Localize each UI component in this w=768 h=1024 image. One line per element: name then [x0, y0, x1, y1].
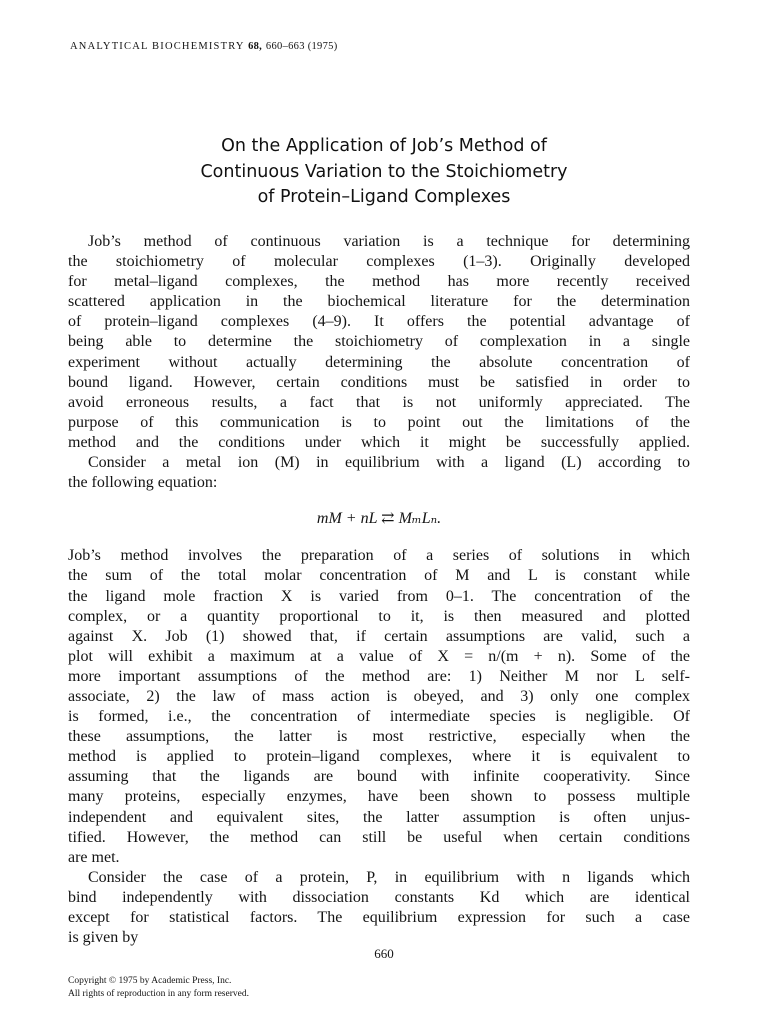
- text-line: the following equation:: [68, 474, 218, 492]
- text-line: tified. However, the method can still be useful when certain conditions: [68, 828, 690, 846]
- text-line: the ligand mole fraction X is varied from 0–1. The concentration of the: [68, 587, 690, 605]
- text-line: Consider a metal ion (M) in equilibrium with a ligand (L) according to: [88, 454, 690, 472]
- volume-number: 68,: [248, 41, 263, 52]
- text-line: is formed, i.e., the concentration of intermediate species is negligible. Of: [68, 708, 690, 726]
- text-line: of protein–ligand complexes (4–9). It offers the potential advantage of: [68, 313, 690, 331]
- text-line: associate, 2) the law of mass action is obeyed, and 3) only one complex: [68, 687, 690, 705]
- page-number: 660: [374, 946, 394, 961]
- title-line: On the Application of Job’s Method of: [221, 136, 547, 156]
- text-line: method and the conditions under which it might be successfully applied.: [68, 433, 690, 451]
- text-line: complex, or a quantity proportional to it, is then measured and plotted: [68, 607, 690, 625]
- text-line: assuming that the ligands are bound with infinite cooperativity. Since: [68, 768, 690, 786]
- text-line: more important assumptions of the method are: 1) Neither M nor L self-: [68, 667, 690, 685]
- text-line: are met.: [68, 848, 120, 866]
- text-line: is given by: [68, 929, 139, 947]
- text-line: plot will exhibit a maximum at a value of X = n/(m + n). Some of the: [68, 647, 690, 665]
- paragraph-intro: [68, 232, 690, 453]
- text-line: scattered application in the biochemical literature for the determination: [68, 293, 690, 311]
- text-line: Job’s method involves the preparation of a series of solutions in which: [68, 547, 690, 565]
- text-line: the stoichiometry of molecular complexes (1–3). Originally developed: [68, 253, 690, 271]
- equation: mM + nL ⇄ MₘLₙ.: [316, 510, 442, 528]
- text-line: being able to determine the stoichiometry of complexation in a single: [68, 333, 690, 351]
- paragraph-protein: [68, 868, 690, 948]
- text-line: independent and equivalent sites, the latter assumption is often unjus-: [68, 808, 690, 826]
- text-line: experiment without actually determining the absolute concentration of: [68, 353, 690, 371]
- text-line: bound ligand. However, certain conditions must be satisfied in order to: [68, 373, 690, 391]
- text-line: avoid erroneous results, a fact that is not uniformly appreciated. The: [68, 393, 690, 411]
- text-line: many proteins, especially enzymes, have been shown to possess multiple: [68, 788, 690, 806]
- text-line: the sum of the total molar concentration of M and L is constant while: [68, 567, 690, 585]
- journal-name: ANALYTICAL BIOCHEMISTRY: [70, 41, 245, 52]
- text-line: Job’s method of continuous variation is a technique for determining: [88, 233, 690, 250]
- text-line: these assumptions, the latter is most restrictive, especially when the: [68, 728, 690, 746]
- page-range: 660–663 (1975): [265, 41, 338, 52]
- text-line: except for statistical factors. The equilibrium expression for such a case: [68, 909, 690, 926]
- rights-line: All rights of reproduction in any form reserved.: [68, 989, 249, 999]
- title-line: Continuous Variation to the Stoichiometry: [200, 161, 568, 182]
- text-line: for metal–ligand complexes, the method has more recently received: [68, 273, 690, 291]
- text-line: against X. Job (1) showed that, if certain assumptions are valid, such a: [68, 627, 690, 645]
- copyright-line: Copyright © 1975 by Academic Press, Inc.: [68, 976, 232, 986]
- text-line: bind independently with dissociation constants Kd which are identical: [68, 888, 690, 906]
- text-line: Consider the case of a protein, P, in equilibrium with n ligands which: [88, 868, 690, 886]
- title-line: of Protein–Ligand Complexes: [257, 187, 511, 207]
- paragraph-method: [68, 546, 690, 868]
- article-title: [0, 134, 768, 211]
- article-body: [68, 232, 690, 948]
- copyright-notice: [68, 975, 249, 1001]
- paragraph-metal-ion: [68, 453, 690, 493]
- running-head: [70, 41, 338, 52]
- text-line: purpose of this communication is to point out the limitations of the: [68, 413, 690, 431]
- text-line: method is applied to protein–ligand complexes, where it is equivalent to: [68, 748, 690, 766]
